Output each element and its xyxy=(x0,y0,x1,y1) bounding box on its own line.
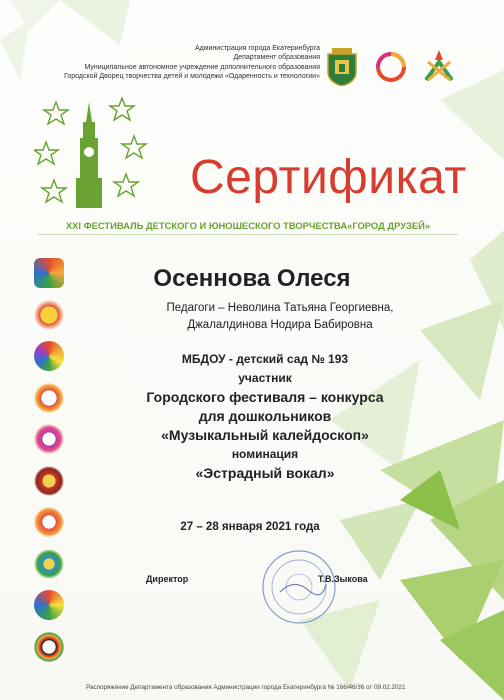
header-line-2: Департамент образования xyxy=(233,54,320,62)
official-stamp-icon xyxy=(260,548,338,626)
sidebar-logos xyxy=(34,258,68,673)
event-line-1: Городского фестиваля – конкурса xyxy=(146,389,384,405)
festival-logo-8-icon xyxy=(34,549,64,579)
footer-order: Распоряжение Департамента образования Администрации города Екатеринбурга № 166/46/36 от 09.02.2021 xyxy=(86,684,406,691)
director-label: Директор xyxy=(146,574,189,584)
city-coat-of-arms-icon xyxy=(326,48,358,86)
organization-header xyxy=(40,44,320,82)
teachers-line-1: Педагоги – Неволина Татьяна Георгиевна, xyxy=(166,302,394,314)
organization: МБДОУ - детский сад № 193 xyxy=(181,352,349,366)
festival-logo-3-icon xyxy=(34,341,64,371)
festival-logo-5-icon xyxy=(34,424,64,454)
teachers-line-2: Джалалдинова Нодира Бабировна xyxy=(187,319,373,331)
festival-logo-6-icon xyxy=(34,466,64,496)
palace-ring-logo-icon xyxy=(374,50,408,84)
header-line-4: Городской Дворец творчества детей и молодежи «Одаренность и технологии» xyxy=(64,73,320,81)
certificate-body xyxy=(90,350,440,483)
event-date: 27 – 28 января 2021 года xyxy=(180,521,320,533)
teachers xyxy=(120,300,440,334)
festival-logo-10-icon xyxy=(34,632,64,662)
festival-logo-2-icon xyxy=(34,300,64,330)
role: участник xyxy=(238,371,292,385)
nomination: «Эстрадный вокал» xyxy=(195,465,335,481)
tower-and-stars-icon xyxy=(34,92,164,222)
event-line-3: «Музыкальный калейдоскоп» xyxy=(161,427,369,443)
festival-name: XXI ФЕСТИВАЛЬ ДЕТСКОГО И ЮНОШЕСКОГО ТВОРЧЕСТВА«ГОРОД ДРУЗЕЙ» xyxy=(65,220,431,231)
header-line-3: Муниципальное автономное учреждение дополнительного образования xyxy=(84,63,320,71)
certificate-title: Сертификат xyxy=(190,151,467,204)
event-line-2: для дошкольников xyxy=(198,408,332,424)
header-line-1: Администрация города Екатеринбурга xyxy=(194,45,320,52)
recipient-name: Осеннова Олеся xyxy=(153,265,351,292)
festival-logo-9-icon xyxy=(34,590,64,620)
festival-logo-4-icon xyxy=(34,383,64,413)
festival-logo-icon xyxy=(424,50,454,84)
header-logos xyxy=(326,48,454,86)
signer-name: Т.В.Зыкова xyxy=(318,574,368,584)
nomination-label: номинация xyxy=(231,447,299,461)
festival-logo-7-icon xyxy=(34,507,64,537)
festival-divider xyxy=(38,234,458,235)
